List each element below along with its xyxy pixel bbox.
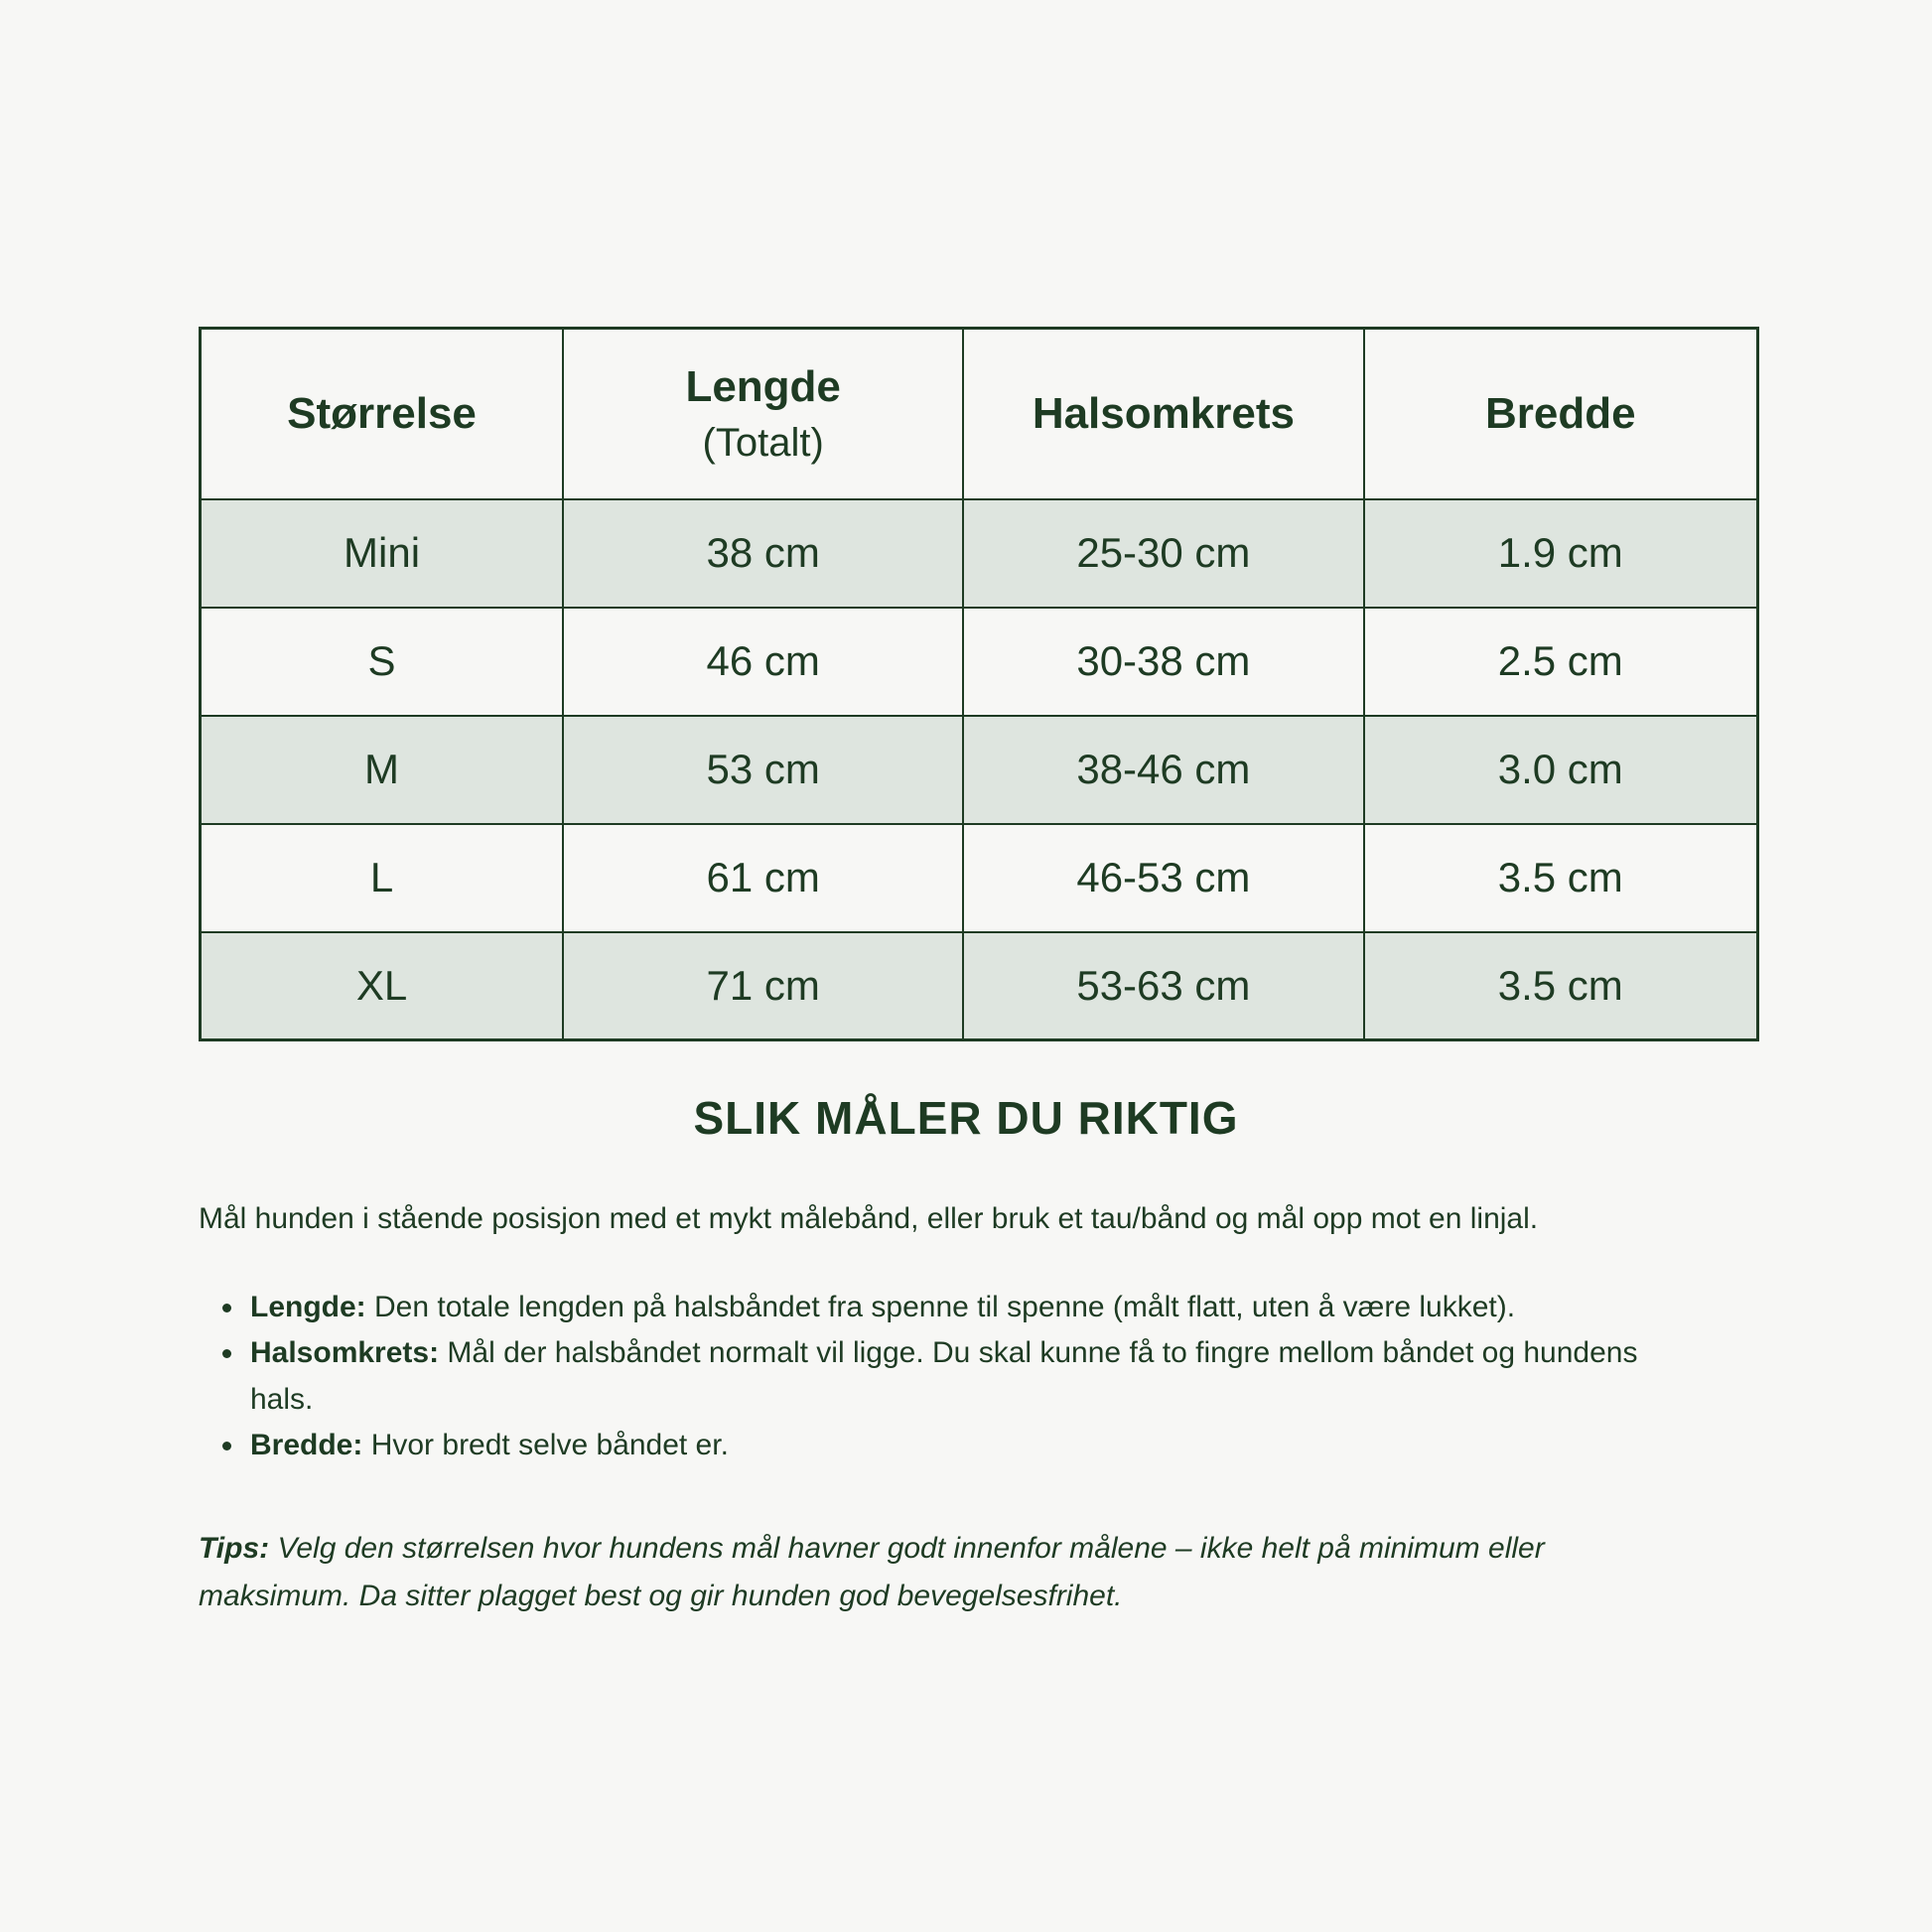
cell-width: 3.5 cm <box>1364 824 1758 932</box>
bullet-text: Mål der halsbåndet normalt vil ligge. Du skal kunne få to fingre mellom båndet og hundens hals. <box>250 1336 1638 1416</box>
col-header-sublabel: (Totalt) <box>702 421 824 466</box>
list-item-bredde <box>246 1423 1668 1469</box>
col-header-bredde <box>1364 329 1758 499</box>
table-row-m <box>201 716 1758 824</box>
cell-width: 2.5 cm <box>1364 608 1758 716</box>
cell-size: L <box>201 824 564 932</box>
cell-length: 38 cm <box>563 499 963 608</box>
table-row-xl <box>201 932 1758 1040</box>
bullet-text: Den totale lengden på halsbåndet fra spenne til spenne (målt flatt, uten å være lukket). <box>374 1290 1516 1323</box>
cell-length: 53 cm <box>563 716 963 824</box>
table-row-l <box>201 824 1758 932</box>
cell-size: XL <box>201 932 564 1040</box>
tips-text: Velg den størrelsen hvor hundens mål havner godt innenfor målene – ikke helt på minimum eller maksimum. Da sitter plagget best og gir hunden god bevegelsesfrihet. <box>199 1531 1545 1612</box>
size-table-body <box>201 499 1758 1040</box>
table-row-s <box>201 608 1758 716</box>
size-guide-content <box>199 0 1733 1620</box>
cell-size: Mini <box>201 499 564 608</box>
cell-size: M <box>201 716 564 824</box>
cell-neck: 46-53 cm <box>963 824 1363 932</box>
cell-length: 46 cm <box>563 608 963 716</box>
cell-width: 3.5 cm <box>1364 932 1758 1040</box>
tips-label: Tips: <box>199 1531 270 1565</box>
col-header-label: Størrelse <box>287 389 477 439</box>
intro-paragraph: Mål hunden i stående posisjon med et mykt målebånd, eller bruk et tau/bånd og mål opp mot en linjal. <box>199 1202 1539 1235</box>
col-header-lengde <box>563 329 963 499</box>
cell-size: S <box>201 608 564 716</box>
measure-instructions-list <box>199 1285 1668 1469</box>
list-item-lengde <box>246 1285 1668 1331</box>
size-table-header <box>201 329 1758 499</box>
col-header-label: Lengde <box>685 362 841 412</box>
col-header-storrelse <box>201 329 564 499</box>
bullet-term: Halsomkrets: <box>250 1336 440 1369</box>
tips-paragraph <box>199 1525 1688 1620</box>
cell-width: 1.9 cm <box>1364 499 1758 608</box>
cell-width: 3.0 cm <box>1364 716 1758 824</box>
cell-neck: 25-30 cm <box>963 499 1363 608</box>
list-item-halsomkrets <box>246 1330 1668 1423</box>
section-heading: SLIK MÅLER DU RIKTIG <box>693 1092 1239 1144</box>
table-row-mini <box>201 499 1758 608</box>
cell-neck: 30-38 cm <box>963 608 1363 716</box>
bullet-term: Lengde: <box>250 1290 366 1323</box>
cell-length: 71 cm <box>563 932 963 1040</box>
col-header-label: Bredde <box>1484 389 1636 439</box>
col-header-label: Halsomkrets <box>1032 389 1295 439</box>
size-table <box>199 327 1759 1041</box>
cell-length: 61 cm <box>563 824 963 932</box>
col-header-halsomkrets <box>963 329 1363 499</box>
bullet-text: Hvor bredt selve båndet er. <box>370 1429 729 1461</box>
bullet-term: Bredde: <box>250 1429 363 1461</box>
cell-neck: 53-63 cm <box>963 932 1363 1040</box>
header-row <box>201 329 1758 499</box>
cell-neck: 38-46 cm <box>963 716 1363 824</box>
